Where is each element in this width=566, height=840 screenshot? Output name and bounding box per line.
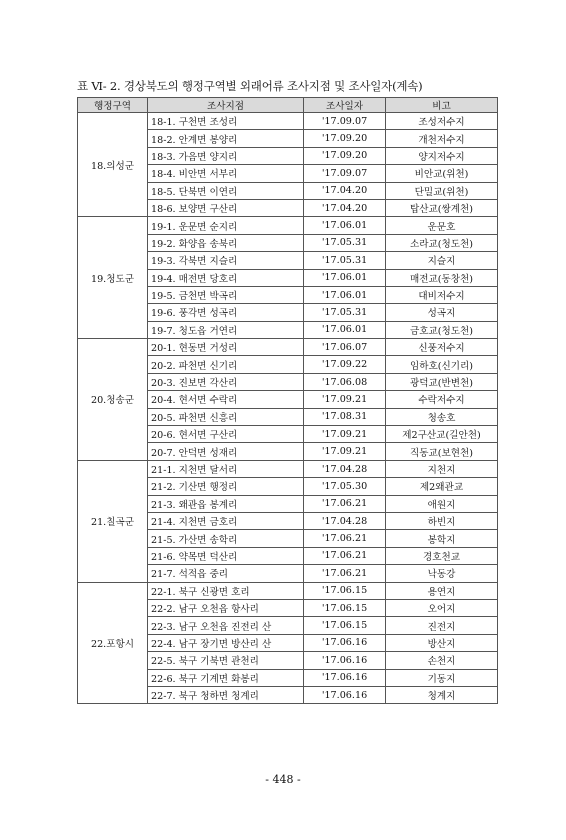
- region-cell: 20.청송군: [78, 339, 148, 461]
- date-cell: '17.06.07: [304, 339, 386, 356]
- date-cell: '17.04.20: [304, 182, 386, 199]
- date-cell: '17.06.21: [304, 547, 386, 564]
- date-cell: '17.09.21: [304, 443, 386, 460]
- site-cell: 22-7. 북구 청하면 청계리: [148, 686, 304, 703]
- date-cell: '17.05.30: [304, 478, 386, 495]
- note-cell: 지천지: [386, 460, 498, 477]
- note-cell: 기동지: [386, 669, 498, 686]
- site-cell: 20-2. 파천면 신기리: [148, 356, 304, 373]
- site-cell: 22-4. 남구 장기면 방산리 산: [148, 634, 304, 651]
- site-cell: 18-5. 단북면 이연리: [148, 182, 304, 199]
- site-cell: 19-5. 금천면 박곡리: [148, 286, 304, 303]
- site-cell: 19-2. 화양읍 송북리: [148, 234, 304, 251]
- header-site: 조사지점: [148, 98, 304, 113]
- note-cell: 방산지: [386, 634, 498, 651]
- date-cell: '17.06.15: [304, 582, 386, 599]
- site-cell: 22-2. 남구 오천읍 항사리: [148, 599, 304, 616]
- site-cell: 20-7. 안덕면 성재리: [148, 443, 304, 460]
- note-cell: 제2왜관교: [386, 478, 498, 495]
- site-cell: 20-1. 현동면 거성리: [148, 339, 304, 356]
- note-cell: 탑산교(쌍계천): [386, 199, 498, 216]
- date-cell: '17.06.16: [304, 652, 386, 669]
- date-cell: '17.04.28: [304, 460, 386, 477]
- note-cell: 애원지: [386, 495, 498, 512]
- note-cell: 수락저수지: [386, 391, 498, 408]
- site-cell: 21-7. 석적읍 중리: [148, 565, 304, 582]
- date-cell: '17.06.21: [304, 495, 386, 512]
- note-cell: 운문호: [386, 217, 498, 234]
- region-cell: 21.칠곡군: [78, 460, 148, 582]
- site-cell: 21-4. 지천면 금호리: [148, 512, 304, 529]
- survey-table: [77, 97, 498, 704]
- site-cell: 21-6. 약목면 덕산리: [148, 547, 304, 564]
- note-cell: 제2구산교(길안천): [386, 426, 498, 443]
- site-cell: 19-6. 풍각면 성곡리: [148, 304, 304, 321]
- site-cell: 18-4. 비안면 서부리: [148, 165, 304, 182]
- site-cell: 20-5. 파천면 신흥리: [148, 408, 304, 425]
- date-cell: '17.06.16: [304, 634, 386, 651]
- header-region: 행정구역: [78, 98, 148, 113]
- note-cell: 진전지: [386, 617, 498, 634]
- site-cell: 22-6. 북구 기계면 화봉리: [148, 669, 304, 686]
- table-body: [78, 113, 498, 704]
- note-cell: 용연지: [386, 582, 498, 599]
- note-cell: 대비저수지: [386, 286, 498, 303]
- header-note: 비고: [386, 98, 498, 113]
- table-row: [78, 339, 498, 356]
- table-row: [78, 582, 498, 599]
- region-cell: 18.의성군: [78, 113, 148, 217]
- date-cell: '17.06.15: [304, 617, 386, 634]
- date-cell: '17.06.01: [304, 321, 386, 338]
- date-cell: '17.06.01: [304, 269, 386, 286]
- site-cell: 18-2. 안계면 봉양리: [148, 130, 304, 147]
- site-cell: 19-1. 운문면 순지리: [148, 217, 304, 234]
- site-cell: 20-6. 현서면 구산리: [148, 426, 304, 443]
- note-cell: 지슬지: [386, 252, 498, 269]
- note-cell: 비안교(위천): [386, 165, 498, 182]
- table-row: [78, 460, 498, 477]
- date-cell: '17.09.22: [304, 356, 386, 373]
- note-cell: 조성저수지: [386, 113, 498, 130]
- site-cell: 19-7. 청도읍 거연리: [148, 321, 304, 338]
- table-caption: 표 Ⅵ- 2. 경상북도의 행정구역별 외래어류 조사지점 및 조사일자(계속): [77, 79, 423, 93]
- site-cell: 21-5. 가산면 송학리: [148, 530, 304, 547]
- note-cell: 매전교(동창천): [386, 269, 498, 286]
- site-cell: 18-3. 가음면 양지리: [148, 147, 304, 164]
- note-cell: 오어지: [386, 599, 498, 616]
- note-cell: 신풍저수지: [386, 339, 498, 356]
- site-cell: 22-1. 북구 신광면 호리: [148, 582, 304, 599]
- date-cell: '17.06.08: [304, 373, 386, 390]
- note-cell: 경호천교: [386, 547, 498, 564]
- date-cell: '17.08.31: [304, 408, 386, 425]
- date-cell: '17.09.07: [304, 165, 386, 182]
- date-cell: '17.06.15: [304, 599, 386, 616]
- date-cell: '17.04.20: [304, 199, 386, 216]
- date-cell: '17.06.21: [304, 565, 386, 582]
- note-cell: 봉학지: [386, 530, 498, 547]
- site-cell: 21-2. 기산면 행정리: [148, 478, 304, 495]
- note-cell: 청계지: [386, 686, 498, 703]
- note-cell: 개천저수지: [386, 130, 498, 147]
- site-cell: 22-5. 북구 기북면 관천리: [148, 652, 304, 669]
- note-cell: 직동교(보현천): [386, 443, 498, 460]
- note-cell: 광덕교(반변천): [386, 373, 498, 390]
- date-cell: '17.09.20: [304, 130, 386, 147]
- region-cell: 22.포항시: [78, 582, 148, 704]
- table-row: [78, 217, 498, 234]
- site-cell: 19-4. 매전면 당호리: [148, 269, 304, 286]
- date-cell: '17.09.07: [304, 113, 386, 130]
- date-cell: '17.05.31: [304, 304, 386, 321]
- note-cell: 청송호: [386, 408, 498, 425]
- note-cell: 성곡지: [386, 304, 498, 321]
- date-cell: '17.09.20: [304, 147, 386, 164]
- header-date: 조사일자: [304, 98, 386, 113]
- date-cell: '17.06.01: [304, 217, 386, 234]
- date-cell: '17.05.31: [304, 234, 386, 251]
- note-cell: 단밀교(위천): [386, 182, 498, 199]
- note-cell: 하빈지: [386, 512, 498, 529]
- page-number: - 448 -: [265, 773, 301, 786]
- note-cell: 금호교(청도천): [386, 321, 498, 338]
- date-cell: '17.09.21: [304, 391, 386, 408]
- site-cell: 21-3. 왜관읍 봉계리: [148, 495, 304, 512]
- site-cell: 21-1. 지천면 달서리: [148, 460, 304, 477]
- table-header-row: [78, 98, 498, 113]
- site-cell: 20-4. 현서면 수락리: [148, 391, 304, 408]
- site-cell: 18-6. 보양면 구산리: [148, 199, 304, 216]
- table-row: [78, 113, 498, 130]
- site-cell: 19-3. 각북면 지슬리: [148, 252, 304, 269]
- site-cell: 18-1. 구천면 조성리: [148, 113, 304, 130]
- date-cell: '17.06.16: [304, 686, 386, 703]
- note-cell: 낙동강: [386, 565, 498, 582]
- note-cell: 임하호(신기리): [386, 356, 498, 373]
- note-cell: 양지저수지: [386, 147, 498, 164]
- date-cell: '17.05.31: [304, 252, 386, 269]
- site-cell: 20-3. 진보면 각산리: [148, 373, 304, 390]
- date-cell: '17.09.21: [304, 426, 386, 443]
- region-cell: 19.청도군: [78, 217, 148, 339]
- note-cell: 소라교(청도천): [386, 234, 498, 251]
- note-cell: 손천지: [386, 652, 498, 669]
- date-cell: '17.06.21: [304, 530, 386, 547]
- site-cell: 22-3. 남구 오천읍 진전리 산: [148, 617, 304, 634]
- date-cell: '17.06.16: [304, 669, 386, 686]
- date-cell: '17.04.28: [304, 512, 386, 529]
- date-cell: '17.06.01: [304, 286, 386, 303]
